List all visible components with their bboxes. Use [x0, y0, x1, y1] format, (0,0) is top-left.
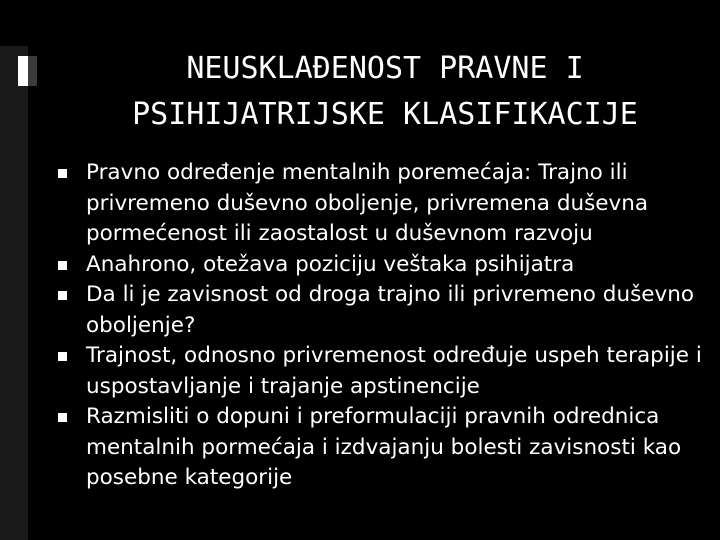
bullet-text: Trajnost, odnosno privremenost određuje uspeh terapije i uspostavljanje i trajanje apstinencije — [86, 343, 702, 399]
bullet-text: Anahrono, otežava poziciju veštaka psihijatra — [86, 251, 575, 277]
slide-title-line-1: NEUSKLAĐENOST PRAVNE I — [186, 51, 584, 86]
square-bullet-icon — [58, 413, 67, 422]
accent-block-dark — [28, 56, 37, 86]
accent-block-light — [18, 56, 28, 86]
bullet-item — [56, 250, 710, 281]
accent-bar — [0, 46, 28, 540]
bullet-item — [56, 280, 710, 341]
square-bullet-icon — [58, 352, 67, 361]
square-bullet-icon — [58, 261, 67, 270]
bullet-text: Razmisliti o dopuni i preformulaciji pravnih odrednica mentalnih pormećaja i izdvajanju bolesti zavisnosti kao posebne kategorije — [86, 404, 682, 490]
bullet-list — [56, 158, 710, 494]
slide-title — [60, 46, 710, 138]
bullet-text: Da li je zavisnost od droga trajno ili privremeno duševno oboljenje? — [86, 282, 695, 338]
bullet-item — [56, 158, 710, 250]
slide-title-line-2: PSIHIJATRIJSKE KLASIFIKACIJE — [132, 97, 638, 132]
bullet-text: Pravno određenje mentalnih poremećaja: Trajno ili privremeno duševno oboljenje, privremena duševna pormećenost ili zaostalost u duševnom razvoju — [86, 160, 649, 246]
square-bullet-icon — [58, 169, 67, 178]
square-bullet-icon — [58, 291, 67, 300]
bullet-item — [56, 341, 710, 402]
bullet-item — [56, 402, 710, 494]
